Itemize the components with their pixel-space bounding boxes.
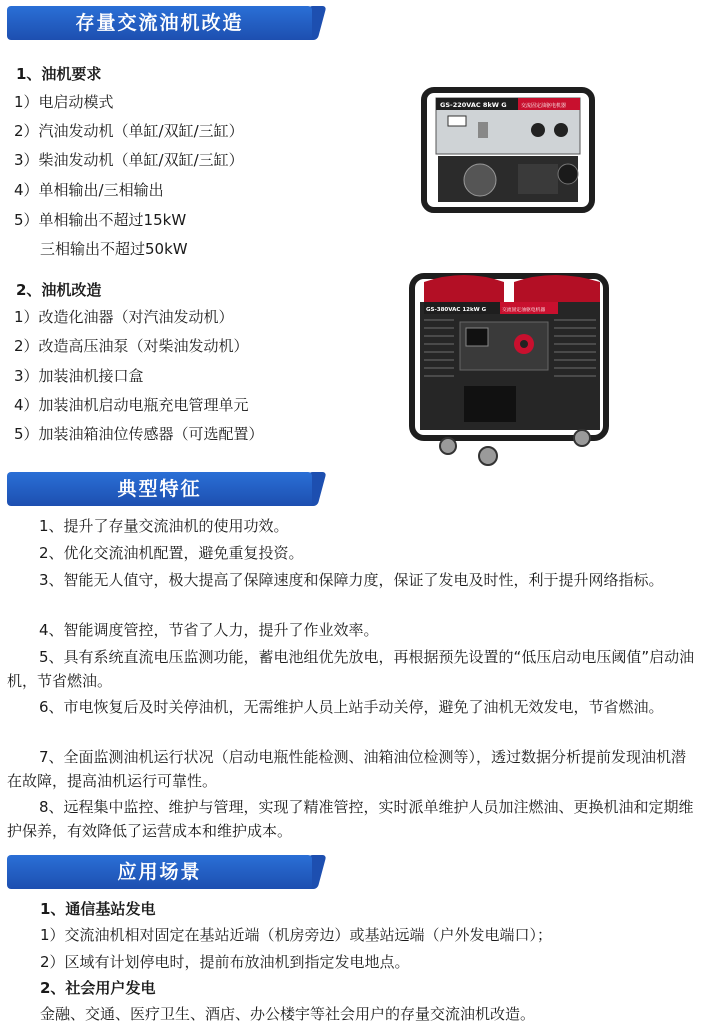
feature-item: 2、优化交流油机配置，避免重复投资。 [39, 544, 304, 562]
retrofit-item: 2）改造高压油泵（对柴油发动机） [14, 337, 249, 355]
feature-item: 8、远程集中监控、维护与管理，实现了精准管控，实时派单维护人员加注燃油、更换机油和定期维护保养，有效降低了运营成本和维护成本。 [7, 798, 694, 840]
section-title: 应用场景 [117, 861, 202, 883]
retrofit-item: 5）加装油箱油位传感器（可选配置） [14, 425, 264, 443]
requirement-item: 2）汽油发动机（单缸/双缸/三缸） [14, 122, 244, 140]
scenario-line: 2）区域有计划停电时，提前布放油机到指定发电地点。 [40, 953, 410, 971]
scenario-heading: 2、社会用户发电 [40, 979, 156, 997]
requirement-item: 5）单相输出不超过15kW [14, 211, 187, 229]
feature-item: 3、智能无人值守，极大提高了保障速度和保障力度，保证了发电及时性，利于提升网络指标。 [39, 571, 664, 589]
section-banner-features [7, 472, 312, 506]
retrofit-item: 3）加装油机接口盒 [14, 367, 144, 385]
retrofit-heading: 2、油机改造 [16, 281, 102, 299]
generator-sublabel: 交流固定油驱电机器 [521, 103, 567, 109]
section-banner-retrofit [7, 6, 312, 40]
feature-item: 1、提升了存量交流油机的使用功效。 [39, 517, 289, 535]
retrofit-item: 1）改造化油器（对汽油发动机） [14, 308, 234, 326]
generator-label: GS-380VAC 12kW G [426, 307, 487, 313]
section-title: 存量交流油机改造 [75, 12, 244, 34]
feature-item: 4、智能调度管控，节省了人力，提升了作业效率。 [39, 621, 379, 639]
scenario-line: 金融、交通、医疗卫生、酒店、办公楼宇等社会用户的存量交流油机改造。 [40, 1005, 536, 1023]
feature-item: 7、全面监测油机运行状况（启动电瓶性能检测、油箱油位检测等），透过数据分析提前发现油机潜在故障，提高油机运行可靠性。 [7, 748, 687, 790]
requirement-item: 1）电启动模式 [14, 93, 114, 111]
section-banner-scenarios [7, 855, 312, 889]
feature-item: 5、具有系统直流电压监测功能，蓄电池组优先放电，再根据预先设置的“低压启动电压阈值”启动油机，节省燃油。 [7, 648, 695, 690]
requirement-item: 3）柴油发动机（单缸/双缸/三缸） [14, 151, 244, 169]
retrofit-item: 4）加装油机启动电瓶充电管理单元 [14, 396, 249, 414]
generator-sublabel: 交流固定油驱电机器 [502, 308, 546, 313]
generator-image-open-frame [418, 84, 598, 224]
generator-label: GS-220VAC 8kW G [440, 101, 507, 109]
feature-item: 6、市电恢复后及时关停油机，无需维护人员上站手动关停，避免了油机无效发电，节省燃油。 [39, 698, 664, 716]
requirements-heading: 1、油机要求 [16, 65, 102, 83]
requirement-item: 4）单相输出/三相输出 [14, 181, 164, 199]
generator-image-enclosed [404, 268, 614, 468]
section-title: 典型特征 [117, 478, 202, 500]
scenario-heading: 1、通信基站发电 [40, 900, 156, 918]
scenario-line: 1）交流油机相对固定在基站近端（机房旁边）或基站远端（户外发电端口）； [40, 926, 553, 944]
requirement-item: 三相输出不超过50kW [40, 240, 188, 258]
